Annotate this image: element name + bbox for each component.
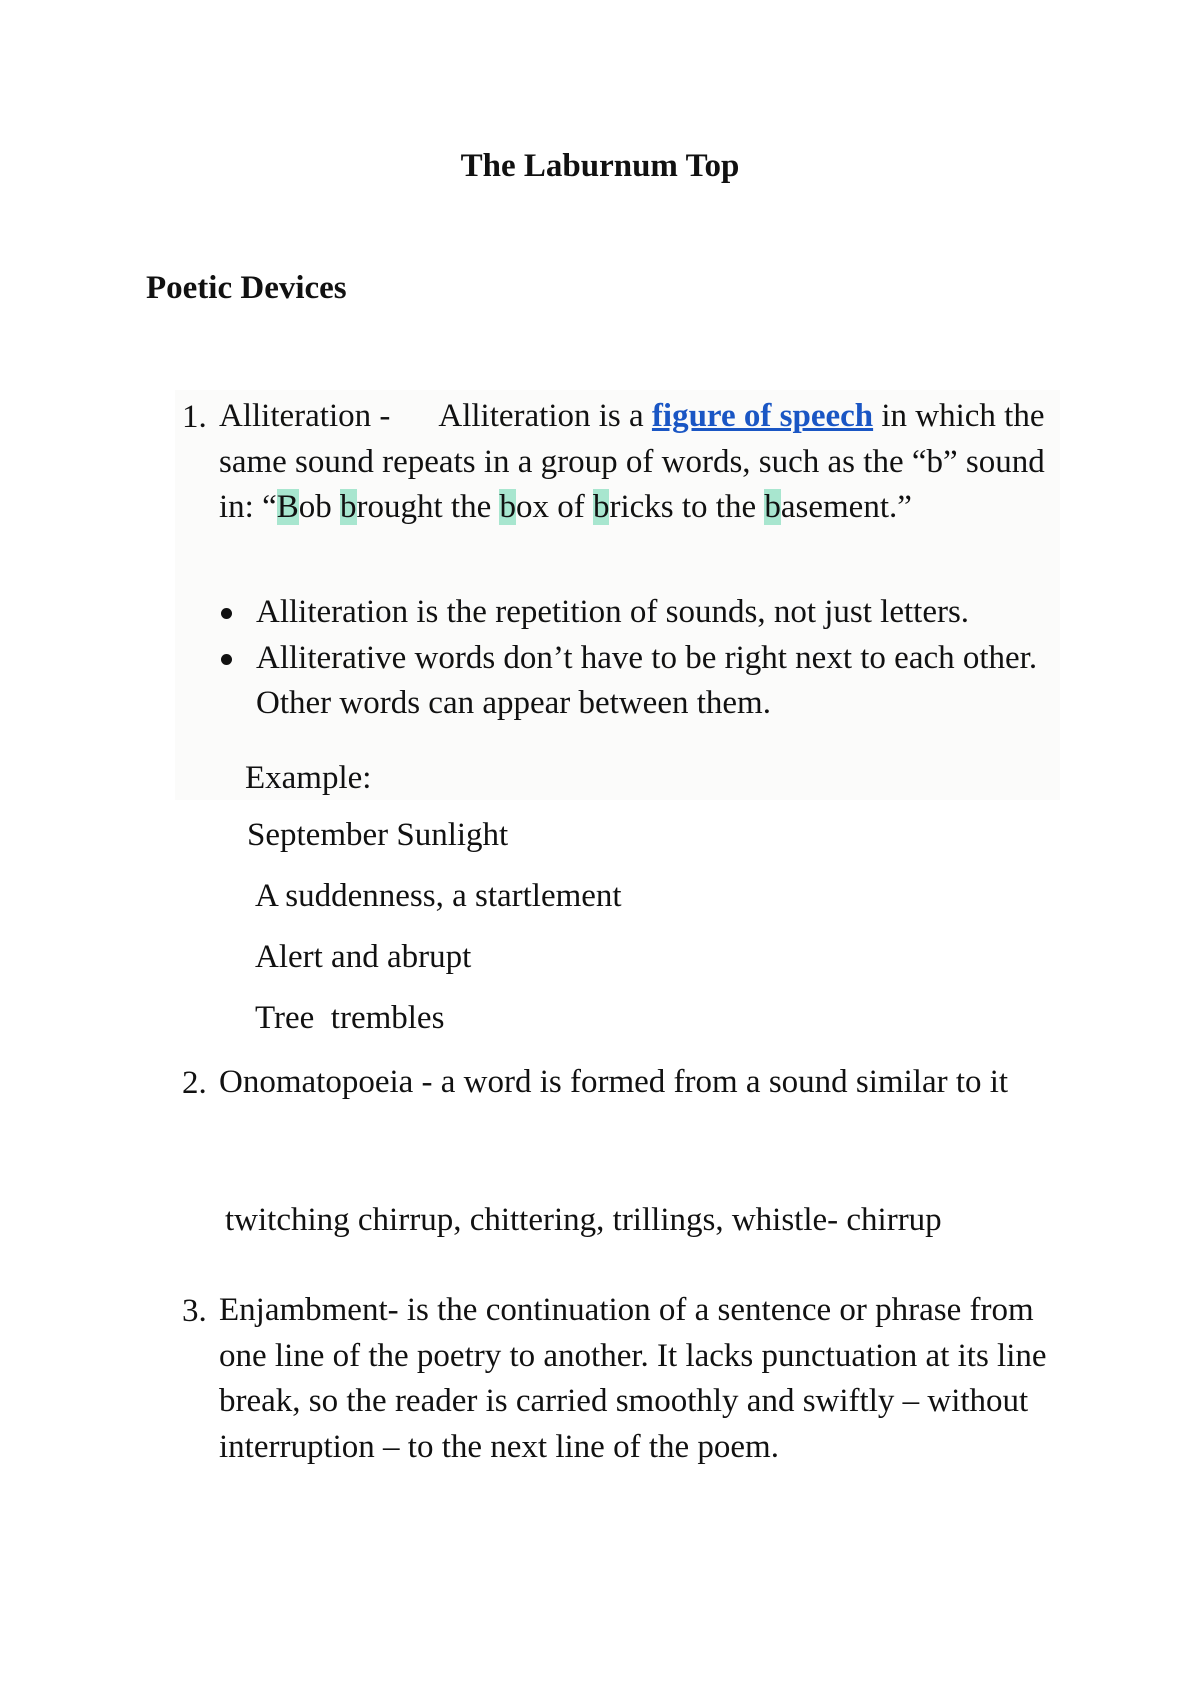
- bullet-text: Alliterative words don’t have to be right next to each other. Other words can appear between them.: [256, 639, 1038, 721]
- poem-line: Alert and abrupt: [255, 939, 472, 975]
- example-fragment: ricks to the: [609, 489, 765, 525]
- bullet-item: [219, 590, 1069, 636]
- item-1-definition: [219, 394, 1069, 531]
- example-fragment: ox of: [515, 489, 593, 525]
- item-1-number: 1.: [182, 399, 207, 435]
- highlight-letter-b: b: [340, 489, 357, 525]
- section-heading: Poetic Devices: [146, 270, 347, 306]
- poem-line: A suddenness, a startlement: [255, 878, 622, 914]
- item-2-definition: Onomatopoeia - a word is formed from a sound similar to it: [219, 1064, 1009, 1100]
- example-fragment: rought the: [356, 489, 500, 525]
- item-3-definition: Enjambment- is the continuation of a sentence or phrase from one line of the poetry to another. It lacks punctuation at its line break, so the reader is carried smoothly and swiftly – without interruption – to the next line of the poem.: [219, 1292, 1047, 1465]
- example-fragment: asement.”: [780, 489, 912, 525]
- bullet-icon: [221, 654, 232, 665]
- onomatopoeia-example: twitching chirrup, chittering, trillings, whistle- chirrup: [225, 1202, 942, 1238]
- bullet-text: Alliteration is the repetition of sounds, not just letters.: [256, 594, 970, 630]
- item-1-def-pre: Alliteration is a: [438, 398, 644, 434]
- item-2-number: 2.: [182, 1065, 207, 1101]
- example-label: Example:: [245, 760, 372, 796]
- highlight-letter-b: b: [592, 489, 610, 525]
- highlight-letter-b: b: [499, 489, 516, 525]
- highlight-letter-b: b: [764, 489, 781, 525]
- bullet-icon: [221, 608, 232, 619]
- item-1-def-mid: in which the same sound repeats in a group of words, such as the “b” sound in: “: [219, 398, 1045, 525]
- alliteration-bullet-list: [219, 590, 1069, 727]
- item-3-number: 3.: [182, 1293, 207, 1329]
- example-fragment: ob: [298, 489, 340, 525]
- poem-line: September Sunlight: [247, 817, 509, 853]
- item-1-term: Alliteration -: [219, 398, 391, 434]
- highlight-letter-b: B: [276, 489, 299, 525]
- document-title: The Laburnum Top: [460, 148, 740, 184]
- poem-line: Tree trembles: [255, 1000, 445, 1036]
- bullet-item: [219, 636, 1069, 727]
- figure-of-speech-link[interactable]: figure of speech: [651, 398, 874, 434]
